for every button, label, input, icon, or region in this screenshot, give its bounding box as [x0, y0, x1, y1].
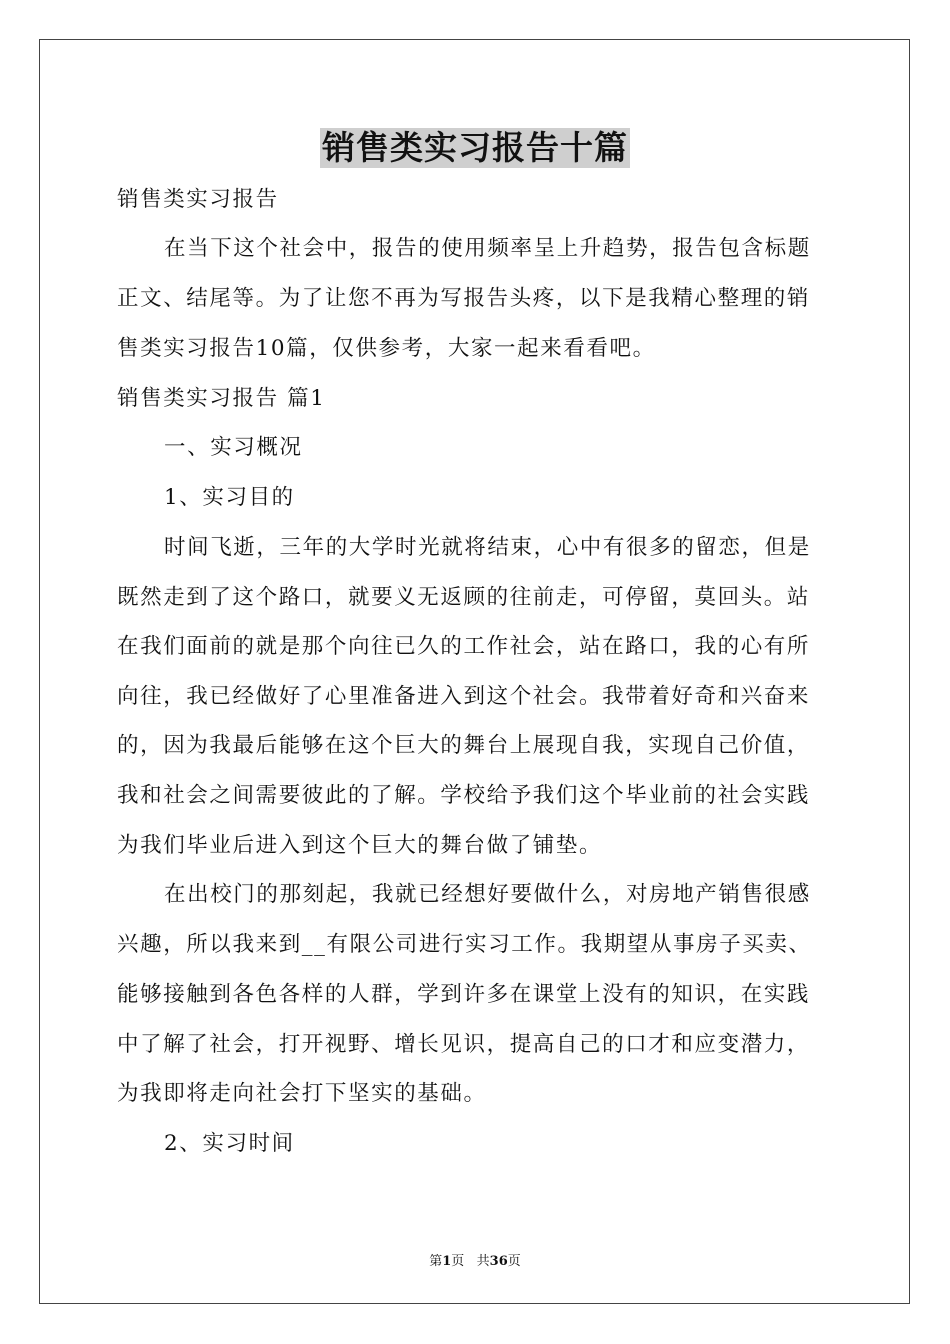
paragraph-line: 能够接触到各色各样的人群，学到许多在课堂上没有的知识，在实践 [117, 982, 811, 1007]
paragraph-line: 在当下这个社会中，报告的使用频率呈上升趋势，报告包含标题 [164, 236, 811, 261]
document-title: 销售类实习报告十篇 [322, 128, 628, 167]
paragraph-line: 在出校门的那刻起，我就已经想好要做什么，对房地产销售很感 [164, 882, 811, 907]
paragraph-line: 正文、结尾等。为了让您不再为写报告头疼，以下是我精心整理的销 [117, 286, 811, 311]
title-container [0, 128, 950, 168]
footer-mid: 页 共 [451, 1254, 490, 1269]
subheading: 1、实习目的 [164, 485, 295, 510]
total-pages: 36 [489, 1254, 508, 1269]
section-heading: 销售类实习报告 篇1 [117, 386, 326, 411]
subheading: 2、实习时间 [164, 1131, 295, 1156]
paragraph-line: 为我们毕业后进入到这个巨大的舞台做了铺垫。 [117, 833, 603, 858]
paragraph-line: 兴趣，所以我来到__有限公司进行实习工作。我期望从事房子买卖、 [117, 932, 812, 957]
page-footer [0, 1250, 950, 1269]
subheading: 一、实习概况 [164, 435, 303, 460]
paragraph-line: 在我们面前的就是那个向往已久的工作社会，站在路口，我的心有所 [117, 634, 811, 659]
paragraph-line: 向往，我已经做好了心里准备进入到这个社会。我带着好奇和兴奋来 [117, 684, 811, 709]
current-page-number: 1 [442, 1254, 452, 1269]
section-heading: 销售类实习报告 [117, 187, 279, 212]
page-border [39, 39, 910, 1304]
paragraph-line: 售类实习报告10篇，仅供参考，大家一起来看看吧。 [117, 336, 656, 361]
paragraph-line: 中了解了社会，打开视野、增长见识，提高自己的口才和应变潜力， [117, 1032, 811, 1057]
footer-prefix: 第 [429, 1254, 443, 1269]
footer-suffix: 页 [507, 1254, 521, 1269]
paragraph-line: 为我即将走向社会打下坚实的基础。 [117, 1081, 487, 1106]
paragraph-line: 我和社会之间需要彼此的了解。学校给予我们这个毕业前的社会实践 [117, 783, 811, 808]
paragraph-line: 既然走到了这个路口，就要义无返顾的往前走，可停留，莫回头。站 [117, 585, 811, 610]
paragraph-line: 时间飞逝，三年的大学时光就将结束，心中有很多的留恋，但是 [164, 535, 811, 560]
paragraph-line: 的，因为我最后能够在这个巨大的舞台上展现自我，实现自己价值， [117, 733, 811, 758]
